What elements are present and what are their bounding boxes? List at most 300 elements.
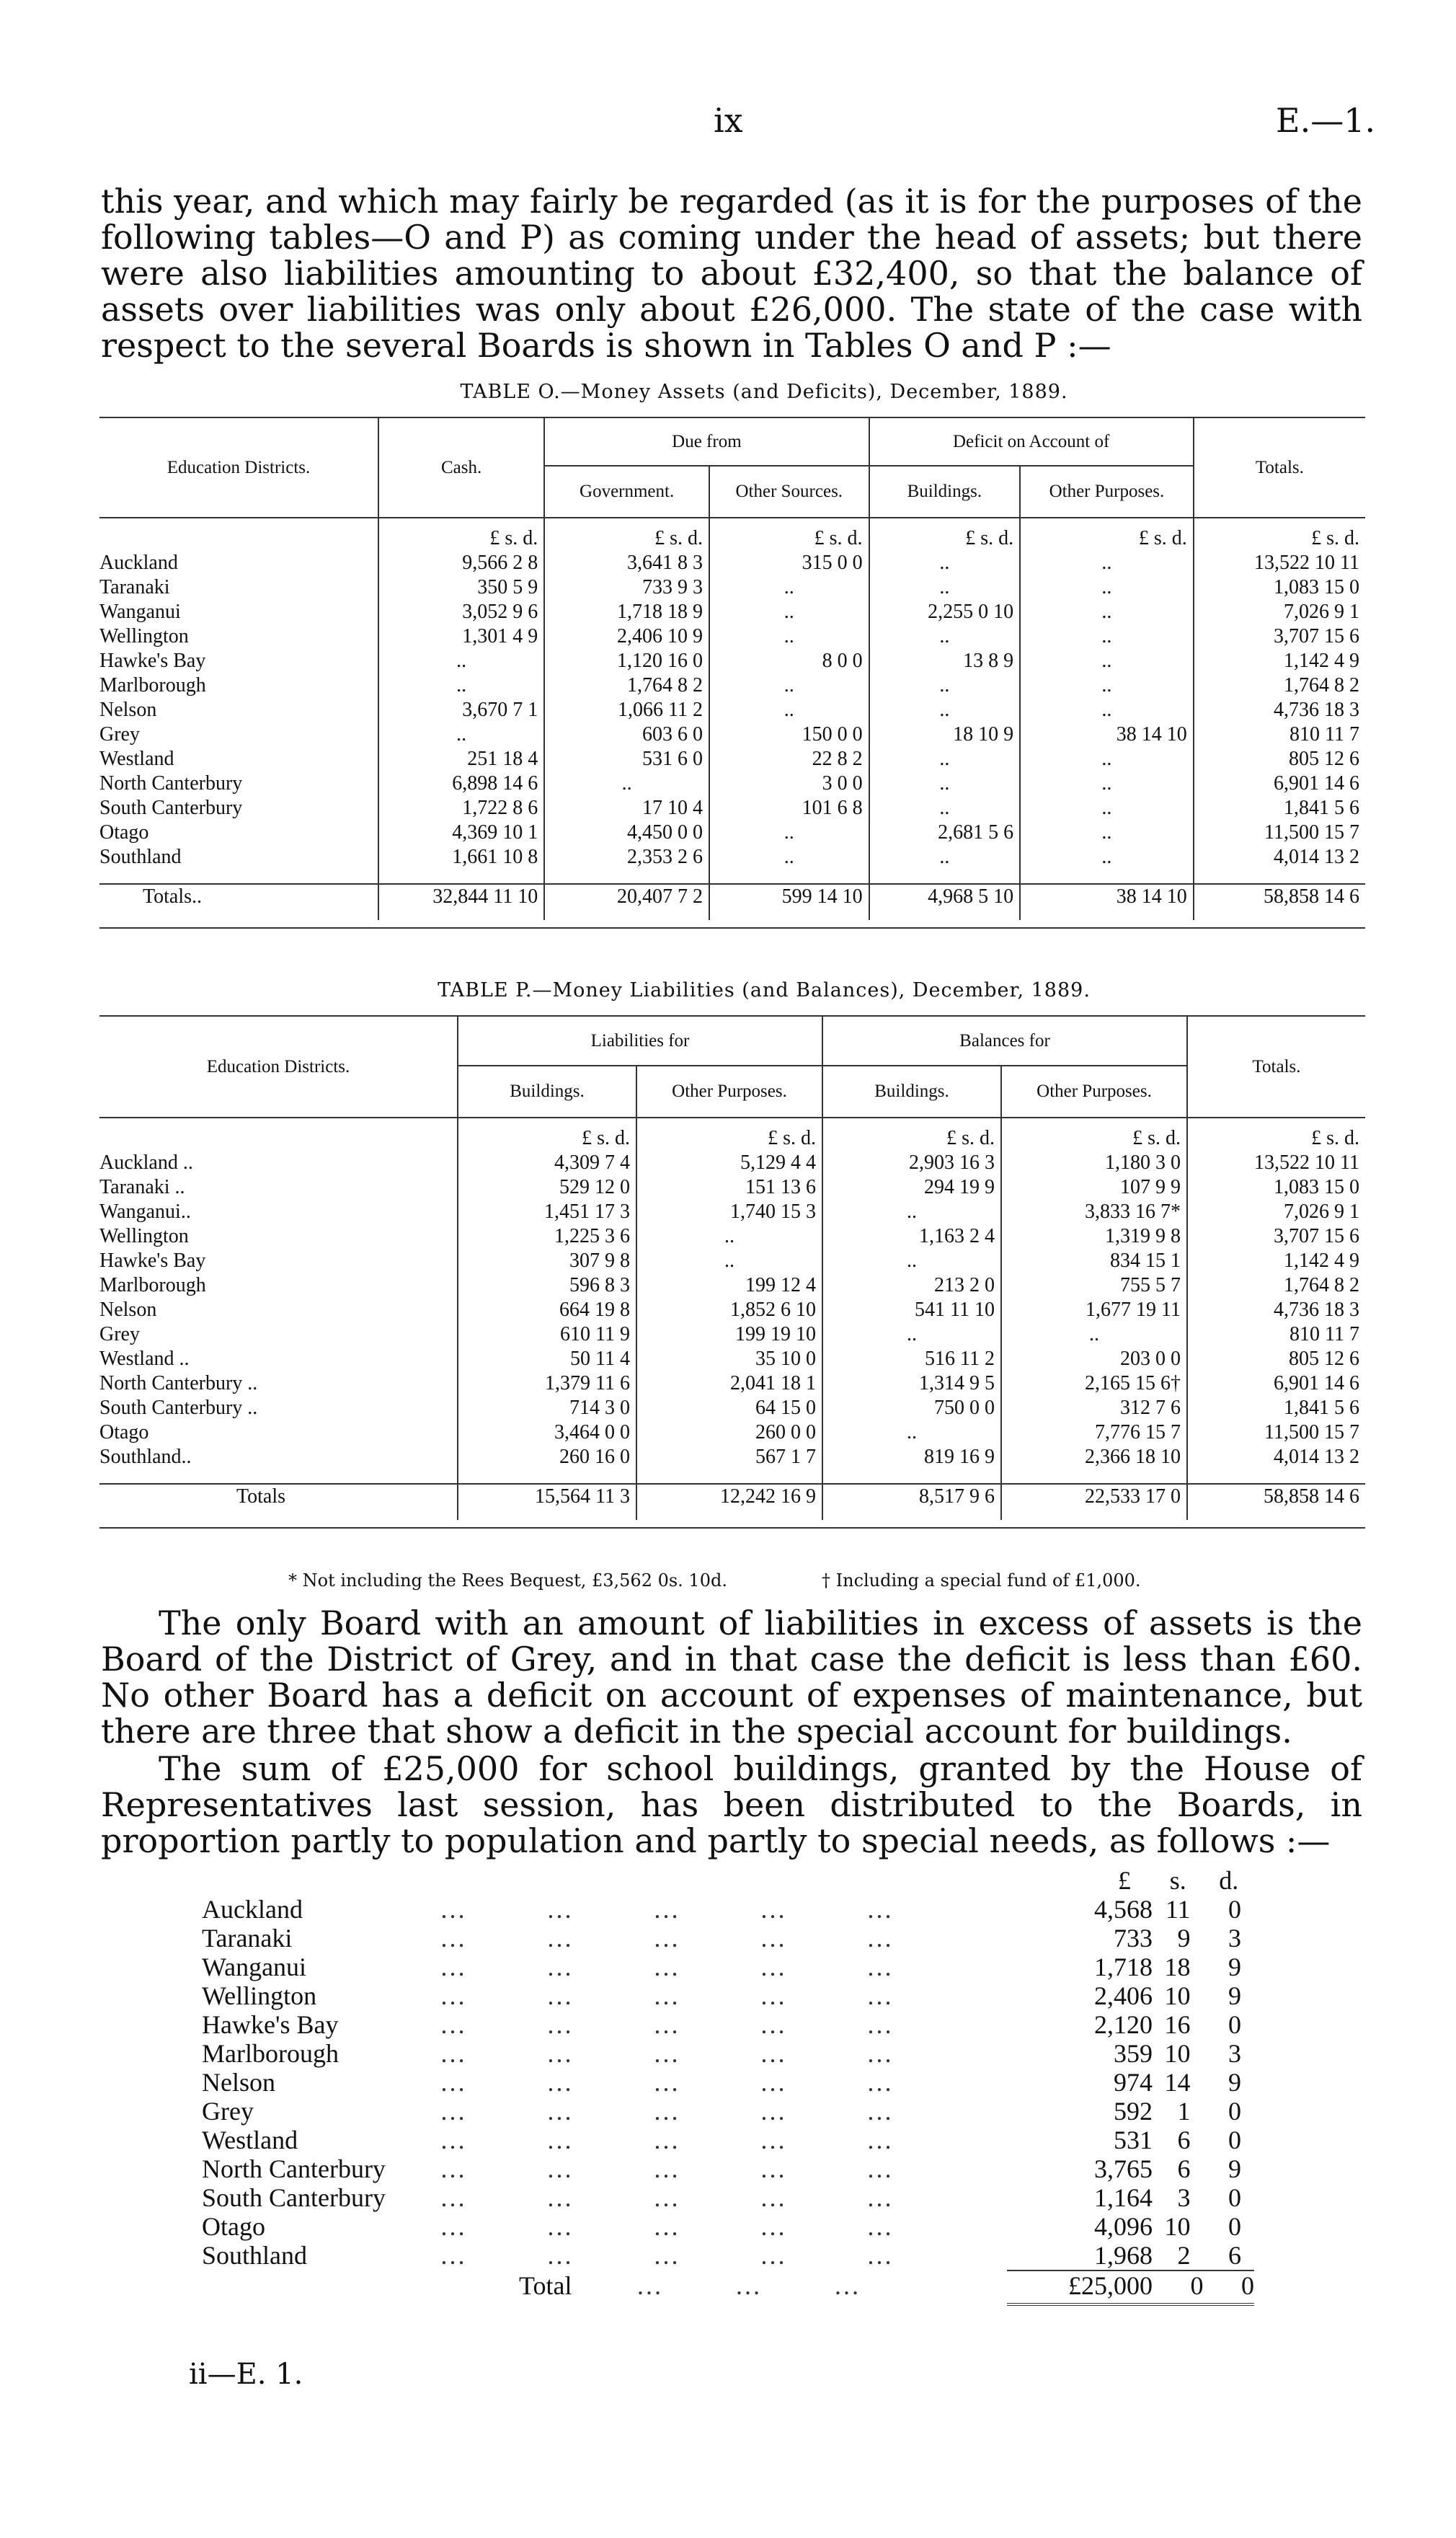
col-header-due-from: Due from bbox=[544, 418, 869, 466]
units-label: £ s. d. bbox=[636, 1118, 822, 1151]
district-name: Otago bbox=[99, 821, 378, 845]
distribution-pounds: 2,120 bbox=[1094, 2010, 1153, 2039]
board-name: Wellington bbox=[202, 1981, 317, 2010]
units-label: £ s. d. bbox=[1311, 527, 1359, 549]
distribution-shillings: 10 bbox=[1164, 1981, 1191, 2010]
table-row bbox=[99, 1273, 1365, 1298]
total-value: 4,014 13 2 bbox=[1274, 846, 1359, 868]
leader-dots: … … … … … bbox=[440, 2010, 894, 2039]
leader-dots: … … … … … bbox=[440, 1895, 894, 1924]
total-cash: 32,844 11 10 bbox=[378, 884, 544, 920]
other-purposes-value: .. bbox=[1020, 551, 1194, 575]
liab-buildings-value: 714 3 0 bbox=[458, 1396, 636, 1420]
total-value: 7,026 9 1 bbox=[1284, 1201, 1359, 1223]
total-value: 13,522 10 11 bbox=[1254, 552, 1359, 574]
table-row bbox=[99, 821, 1365, 845]
distribution-name-cell bbox=[202, 1895, 985, 1924]
footnote-1: * Not including the Rees Bequest, £3,562 0s. 10d. bbox=[288, 1570, 727, 1591]
distribution-shillings: 10 bbox=[1164, 2039, 1191, 2068]
list-item bbox=[202, 1953, 1254, 1981]
distribution-shillings: 18 bbox=[1164, 1953, 1191, 1981]
cash-value: 1,722 8 6 bbox=[378, 796, 544, 821]
footer-signature: ii—E. 1. bbox=[189, 2358, 303, 2391]
col-header-balances: Balances for bbox=[822, 1017, 1187, 1066]
district-name: Taranaki bbox=[99, 575, 378, 600]
distribution-total-pence: 0 bbox=[1241, 2271, 1254, 2300]
leader-dots: … … … … … bbox=[440, 2154, 894, 2183]
buildings-value: .. bbox=[869, 698, 1021, 722]
other-sources-value: .. bbox=[709, 845, 869, 870]
liab-other-value: 5,129 4 4 bbox=[636, 1151, 822, 1175]
total-bal-other: 22,533 17 0 bbox=[1001, 1484, 1187, 1520]
total-value: 805 12 6 bbox=[1289, 1348, 1359, 1370]
buildings-value: .. bbox=[869, 747, 1021, 771]
table-o-totals-row bbox=[99, 884, 1365, 920]
other-purposes-value: .. bbox=[1020, 771, 1194, 796]
paragraph-3 bbox=[101, 1751, 1362, 1859]
units-label: £ s. d. bbox=[378, 518, 544, 551]
document-code: E.—1. bbox=[1276, 101, 1376, 140]
district-name: Southland.. bbox=[99, 1445, 458, 1469]
other-sources-value: 101 6 8 bbox=[709, 796, 869, 821]
distribution-pounds: 733 bbox=[1114, 1924, 1153, 1953]
intro-paragraph bbox=[101, 183, 1362, 363]
col-header-district: Education Districts. bbox=[99, 418, 378, 518]
other-purposes-value: .. bbox=[1020, 649, 1194, 673]
table-row bbox=[99, 796, 1365, 821]
leader-dots: … … … … … bbox=[440, 2126, 894, 2154]
liab-other-value: 1,740 15 3 bbox=[636, 1200, 822, 1224]
table-row bbox=[99, 845, 1365, 870]
units-label: £ s. d. bbox=[869, 518, 1021, 551]
bal-buildings-value: 1,314 9 5 bbox=[822, 1371, 1001, 1396]
district-name: Wanganui.. bbox=[99, 1200, 458, 1224]
government-value: 531 6 0 bbox=[544, 747, 709, 771]
bal-buildings-value: 294 19 9 bbox=[822, 1175, 1001, 1200]
distribution-pence: 9 bbox=[1228, 1953, 1241, 1981]
col-header-liab-buildings: Buildings. bbox=[458, 1066, 636, 1118]
table-row bbox=[99, 1249, 1365, 1273]
total-value: 1,764 8 2 bbox=[1284, 1274, 1359, 1296]
other-sources-value: .. bbox=[709, 575, 869, 600]
footnote-2: † Including a special fund of £1,000. bbox=[822, 1570, 1141, 1591]
board-name: Westland bbox=[202, 2126, 298, 2154]
government-value: 4,450 0 0 bbox=[544, 821, 709, 845]
other-sources-value: 315 0 0 bbox=[709, 551, 869, 575]
distribution-name-cell bbox=[202, 2039, 985, 2068]
distribution-pence: 9 bbox=[1228, 2068, 1241, 2097]
cash-value: 3,670 7 1 bbox=[378, 698, 544, 722]
bal-buildings-value: 750 0 0 bbox=[822, 1396, 1001, 1420]
table-row bbox=[99, 1298, 1365, 1322]
paragraph-2-text: The only Board with an amount of liabilities in excess of assets is the Board of the District of Grey, and in that case the deficit is less than £60. No other Board has a deficit on account of expenses of maintenance, but there are three that show a deficit in the special account for buildings. bbox=[101, 1604, 1362, 1751]
government-value: 2,406 10 9 bbox=[544, 624, 709, 649]
distribution-name-cell bbox=[202, 2154, 985, 2183]
bal-buildings-value: .. bbox=[822, 1249, 1001, 1273]
other-sources-value: .. bbox=[709, 673, 869, 698]
distribution-name-cell bbox=[202, 2183, 985, 2212]
units-label: £ s. d. bbox=[1020, 518, 1194, 551]
bal-other-value: 203 0 0 bbox=[1001, 1347, 1187, 1371]
bal-buildings-value: .. bbox=[822, 1322, 1001, 1347]
cash-value: .. bbox=[378, 649, 544, 673]
bal-buildings-value: 516 11 2 bbox=[822, 1347, 1001, 1371]
government-value: 603 6 0 bbox=[544, 722, 709, 747]
leader-dots: … … … bbox=[636, 2271, 861, 2300]
buildings-value: .. bbox=[869, 575, 1021, 600]
distribution-pence: 9 bbox=[1228, 1981, 1241, 2010]
leader-dots: … … … … … bbox=[440, 2039, 894, 2068]
other-sources-value: .. bbox=[709, 624, 869, 649]
liab-buildings-value: 50 11 4 bbox=[458, 1347, 636, 1371]
unit-pounds: £ bbox=[1118, 1866, 1132, 1895]
total-value: 1,083 15 0 bbox=[1274, 1176, 1359, 1198]
other-sources-value: 22 8 2 bbox=[709, 747, 869, 771]
total-grand: 58,858 14 6 bbox=[1264, 885, 1359, 908]
district-name: South Canterbury .. bbox=[99, 1396, 458, 1420]
distribution-pence: 0 bbox=[1228, 2126, 1241, 2154]
government-value: 1,718 18 9 bbox=[544, 600, 709, 624]
district-name: Hawke's Bay bbox=[99, 1249, 458, 1273]
table-row bbox=[99, 1445, 1365, 1469]
table-row bbox=[99, 1151, 1365, 1175]
board-name: South Canterbury bbox=[202, 2183, 386, 2212]
cash-value: 3,052 9 6 bbox=[378, 600, 544, 624]
district-name: Wanganui bbox=[99, 600, 378, 624]
district-name: Otago bbox=[99, 1420, 458, 1445]
table-o-bottom-rule bbox=[99, 927, 1365, 929]
col-header-bal-other: Other Purposes. bbox=[1001, 1066, 1187, 1118]
distribution-pounds: 4,096 bbox=[1094, 2212, 1153, 2241]
total-buildings: 4,968 5 10 bbox=[869, 884, 1021, 920]
table-row bbox=[99, 747, 1365, 771]
buildings-value: .. bbox=[869, 673, 1021, 698]
bal-buildings-value: 541 11 10 bbox=[822, 1298, 1001, 1322]
other-purposes-value: .. bbox=[1020, 698, 1194, 722]
district-name: Auckland bbox=[99, 551, 378, 575]
other-purposes-value: .. bbox=[1020, 600, 1194, 624]
paragraph-3-text: The sum of £25,000 for school buildings, granted by the House of Representatives last session, has been distributed to the Boards, in proportion partly to population and partly to special needs, as follows :— bbox=[101, 1749, 1362, 1860]
total-value: 11,500 15 7 bbox=[1264, 1421, 1359, 1443]
total-value: 3,707 15 6 bbox=[1274, 625, 1359, 647]
distribution-pence: 3 bbox=[1228, 2039, 1241, 2068]
district-name: Wellington bbox=[99, 624, 378, 649]
distribution-pence: 9 bbox=[1228, 2154, 1241, 2183]
table-row bbox=[99, 600, 1365, 624]
liab-other-value: 260 0 0 bbox=[636, 1420, 822, 1445]
total-value: 1,142 4 9 bbox=[1284, 650, 1359, 672]
other-purposes-value: .. bbox=[1020, 747, 1194, 771]
government-value: 17 10 4 bbox=[544, 796, 709, 821]
col-header-deficit: Deficit on Account of bbox=[869, 418, 1194, 466]
distribution-pence: 0 bbox=[1228, 2183, 1241, 2212]
distribution-total-row bbox=[202, 2271, 1254, 2300]
liab-buildings-value: 1,379 11 6 bbox=[458, 1371, 636, 1396]
list-item bbox=[202, 2068, 1254, 2097]
liab-other-value: 1,852 6 10 bbox=[636, 1298, 822, 1322]
distribution-pounds: 3,765 bbox=[1094, 2154, 1153, 2183]
table-row bbox=[99, 551, 1365, 575]
bal-other-value: 312 7 6 bbox=[1001, 1396, 1187, 1420]
total-value: 7,026 9 1 bbox=[1284, 601, 1359, 623]
bal-buildings-value: 819 16 9 bbox=[822, 1445, 1001, 1469]
board-name: North Canterbury bbox=[202, 2154, 386, 2183]
page-number: ix bbox=[714, 101, 743, 140]
liab-other-value: 567 1 7 bbox=[636, 1445, 822, 1469]
government-value: 1,764 8 2 bbox=[544, 673, 709, 698]
table-o-caption: TABLE O.—Money Assets (and Deficits), December, 1889. bbox=[460, 381, 1068, 403]
distribution-total-pounds: £25,000 bbox=[1068, 2271, 1153, 2300]
distribution-pounds: 1,164 bbox=[1094, 2183, 1153, 2212]
distribution-name-cell bbox=[202, 2068, 985, 2097]
units-label: £ s. d. bbox=[458, 1118, 636, 1151]
bal-other-value: 834 15 1 bbox=[1001, 1249, 1187, 1273]
district-name: Westland bbox=[99, 747, 378, 771]
distribution-name-cell bbox=[202, 1953, 985, 1981]
total-value: 810 11 7 bbox=[1289, 723, 1359, 746]
district-name: South Canterbury bbox=[99, 796, 378, 821]
cash-value: 9,566 2 8 bbox=[378, 551, 544, 575]
table-row bbox=[99, 1175, 1365, 1200]
col-header-government: Government. bbox=[544, 466, 709, 518]
bal-other-value: .. bbox=[1001, 1322, 1187, 1347]
bal-buildings-value: .. bbox=[822, 1200, 1001, 1224]
table-row bbox=[99, 1224, 1365, 1249]
government-value: .. bbox=[544, 771, 709, 796]
list-item bbox=[202, 2097, 1254, 2126]
table-row bbox=[99, 771, 1365, 796]
district-name: Nelson bbox=[99, 1298, 458, 1322]
units-label: £ s. d. bbox=[544, 518, 709, 551]
col-header-district: Education Districts. bbox=[99, 1017, 458, 1118]
total-value: 1,841 5 6 bbox=[1284, 1397, 1359, 1419]
table-row bbox=[99, 1322, 1365, 1347]
distribution-shillings: 3 bbox=[1177, 2183, 1191, 2212]
other-purposes-value: 38 14 10 bbox=[1020, 722, 1194, 747]
liab-other-value: .. bbox=[636, 1224, 822, 1249]
liab-buildings-value: 307 9 8 bbox=[458, 1249, 636, 1273]
leader-dots: … … … … … bbox=[440, 2212, 894, 2241]
totals-label: Totals.. bbox=[99, 884, 378, 920]
bal-other-value: 107 9 9 bbox=[1001, 1175, 1187, 1200]
other-sources-value: .. bbox=[709, 698, 869, 722]
total-value: 4,736 18 3 bbox=[1274, 1299, 1359, 1321]
buildings-value: 18 10 9 bbox=[869, 722, 1021, 747]
other-purposes-value: .. bbox=[1020, 845, 1194, 870]
other-sources-value: 8 0 0 bbox=[709, 649, 869, 673]
district-name: Wellington bbox=[99, 1224, 458, 1249]
cash-value: 1,301 4 9 bbox=[378, 624, 544, 649]
board-name: Otago bbox=[202, 2212, 265, 2241]
table-row bbox=[99, 722, 1365, 747]
liab-buildings-value: 1,451 17 3 bbox=[458, 1200, 636, 1224]
distribution-name-cell bbox=[202, 2010, 985, 2039]
buildings-value: 2,681 5 6 bbox=[869, 821, 1021, 845]
total-value: 3,707 15 6 bbox=[1274, 1225, 1359, 1247]
list-item bbox=[202, 1895, 1254, 1924]
distribution-total-label: Total bbox=[519, 2271, 572, 2300]
leader-dots: … … … … … bbox=[440, 2068, 894, 2097]
distribution-name-cell bbox=[202, 2097, 985, 2126]
distribution-pence: 0 bbox=[1228, 2097, 1241, 2126]
bal-other-value: 1,180 3 0 bbox=[1001, 1151, 1187, 1175]
district-name: Grey bbox=[99, 722, 378, 747]
cash-value: .. bbox=[378, 722, 544, 747]
units-label: £ s. d. bbox=[1311, 1127, 1359, 1149]
distribution-name-cell bbox=[202, 2126, 985, 2154]
cash-value: 6,898 14 6 bbox=[378, 771, 544, 796]
liab-other-value: .. bbox=[636, 1249, 822, 1273]
distribution-shillings: 6 bbox=[1177, 2154, 1191, 2183]
other-purposes-value: .. bbox=[1020, 673, 1194, 698]
board-name: Southland bbox=[202, 2241, 308, 2270]
list-item bbox=[202, 2212, 1254, 2241]
district-name: North Canterbury bbox=[99, 771, 378, 796]
total-value: 810 11 7 bbox=[1289, 1323, 1359, 1345]
district-name: Marlborough bbox=[99, 1273, 458, 1298]
distribution-pounds: 1,718 bbox=[1094, 1953, 1153, 1981]
total-liab-buildings: 15,564 11 3 bbox=[458, 1484, 636, 1520]
liab-buildings-value: 3,464 0 0 bbox=[458, 1420, 636, 1445]
distribution-shillings: 6 bbox=[1177, 2126, 1191, 2154]
bal-buildings-value: 2,903 16 3 bbox=[822, 1151, 1001, 1175]
bal-buildings-value: .. bbox=[822, 1420, 1001, 1445]
government-value: 2,353 2 6 bbox=[544, 845, 709, 870]
buildings-value: .. bbox=[869, 771, 1021, 796]
cash-value: 4,369 10 1 bbox=[378, 821, 544, 845]
bal-other-value: 7,776 15 7 bbox=[1001, 1420, 1187, 1445]
buildings-value: .. bbox=[869, 551, 1021, 575]
distribution-pounds: 1,968 bbox=[1094, 2241, 1153, 2270]
bal-other-value: 2,165 15 6† bbox=[1001, 1371, 1187, 1396]
distribution-shillings: 11 bbox=[1165, 1895, 1191, 1924]
government-value: 733 9 3 bbox=[544, 575, 709, 600]
other-sources-value: 150 0 0 bbox=[709, 722, 869, 747]
liab-other-value: 2,041 18 1 bbox=[636, 1371, 822, 1396]
other-purposes-value: .. bbox=[1020, 796, 1194, 821]
distribution-pence: 0 bbox=[1228, 1895, 1241, 1924]
distribution-name-cell bbox=[202, 1924, 985, 1953]
government-value: 3,641 8 3 bbox=[544, 551, 709, 575]
distribution-name-cell bbox=[202, 2212, 985, 2241]
liab-buildings-value: 529 12 0 bbox=[458, 1175, 636, 1200]
total-value: 1,764 8 2 bbox=[1284, 674, 1359, 697]
intro-text: this year, and which may fairly be regarded (as it is for the purposes of the following tables—O and P) as coming under the head of assets; but there were also liabilities amounting to about £32,400, so that the balance of assets over liabilities was only about £26,000. The state of the case with respect to the several Boards is shown in Tables O and P :— bbox=[101, 182, 1362, 365]
bal-other-value: 1,319 9 8 bbox=[1001, 1224, 1187, 1249]
distribution-pounds: 531 bbox=[1114, 2126, 1153, 2154]
bal-other-value: 755 5 7 bbox=[1001, 1273, 1187, 1298]
col-header-bal-buildings: Buildings. bbox=[822, 1066, 1001, 1118]
district-name: Marlborough bbox=[99, 673, 378, 698]
list-item bbox=[202, 1981, 1254, 2010]
distribution-shillings: 10 bbox=[1164, 2212, 1191, 2241]
table-row bbox=[99, 1200, 1365, 1224]
board-name: Nelson bbox=[202, 2068, 275, 2097]
bal-buildings-value: 213 2 0 bbox=[822, 1273, 1001, 1298]
board-name: Wanganui bbox=[202, 1953, 307, 1981]
unit-pence: d. bbox=[1219, 1866, 1239, 1895]
total-rule-bottom bbox=[1007, 2303, 1254, 2306]
table-o bbox=[99, 417, 1365, 929]
distribution-pounds: 974 bbox=[1114, 2068, 1153, 2097]
distribution-shillings: 16 bbox=[1164, 2010, 1191, 2039]
table-row bbox=[99, 1420, 1365, 1445]
other-purposes-value: .. bbox=[1020, 575, 1194, 600]
distribution-pence: 3 bbox=[1228, 1924, 1241, 1953]
table-row bbox=[99, 624, 1365, 649]
table-row bbox=[99, 1347, 1365, 1371]
table-row bbox=[99, 1396, 1365, 1420]
total-other-sources: 599 14 10 bbox=[709, 884, 869, 920]
unit-shillings: s. bbox=[1169, 1866, 1186, 1895]
total-grand: 58,858 14 6 bbox=[1264, 1485, 1359, 1508]
leader-dots: … … … … … bbox=[440, 2241, 894, 2270]
liab-buildings-value: 596 8 3 bbox=[458, 1273, 636, 1298]
table-row bbox=[99, 649, 1365, 673]
board-name: Taranaki bbox=[202, 1924, 293, 1953]
bal-other-value: 3,833 16 7* bbox=[1001, 1200, 1187, 1224]
table-p-bottom-rule bbox=[99, 1527, 1365, 1529]
total-value: 1,142 4 9 bbox=[1284, 1250, 1359, 1272]
total-value: 11,500 15 7 bbox=[1264, 821, 1359, 844]
other-sources-value: 3 0 0 bbox=[709, 771, 869, 796]
total-government: 20,407 7 2 bbox=[544, 884, 709, 920]
liab-other-value: 199 12 4 bbox=[636, 1273, 822, 1298]
total-other-purposes: 38 14 10 bbox=[1020, 884, 1194, 920]
distribution-shillings: 1 bbox=[1177, 2097, 1191, 2126]
liab-other-value: 35 10 0 bbox=[636, 1347, 822, 1371]
list-item bbox=[202, 2126, 1254, 2154]
leader-dots: … … … … … bbox=[440, 1953, 894, 1981]
list-item bbox=[202, 2039, 1254, 2068]
liab-buildings-value: 664 19 8 bbox=[458, 1298, 636, 1322]
distribution-pounds: 592 bbox=[1114, 2097, 1153, 2126]
cash-value: 350 5 9 bbox=[378, 575, 544, 600]
list-item bbox=[202, 2241, 1254, 2270]
leader-dots: … … … … … bbox=[440, 1981, 894, 2010]
col-header-other-purposes: Other Purposes. bbox=[1020, 466, 1194, 518]
liab-other-value: 64 15 0 bbox=[636, 1396, 822, 1420]
distribution-shillings: 9 bbox=[1177, 1924, 1191, 1953]
table-row bbox=[99, 673, 1365, 698]
distribution-pounds: 4,568 bbox=[1094, 1895, 1153, 1924]
distribution-pence: 0 bbox=[1228, 2010, 1241, 2039]
cash-value: 251 18 4 bbox=[378, 747, 544, 771]
distribution-pounds: 2,406 bbox=[1094, 1981, 1153, 2010]
liab-buildings-value: 4,309 7 4 bbox=[458, 1151, 636, 1175]
table-p-caption: TABLE P.—Money Liabilities (and Balances), December, 1889. bbox=[438, 979, 1091, 1002]
total-value: 4,014 13 2 bbox=[1274, 1446, 1359, 1468]
government-value: 1,120 16 0 bbox=[544, 649, 709, 673]
board-name: Hawke's Bay bbox=[202, 2010, 339, 2039]
other-purposes-value: .. bbox=[1020, 624, 1194, 649]
liab-buildings-value: 610 11 9 bbox=[458, 1322, 636, 1347]
buildings-value: .. bbox=[869, 845, 1021, 870]
col-header-buildings: Buildings. bbox=[869, 466, 1021, 518]
board-name: Grey bbox=[202, 2097, 254, 2126]
bal-other-value: 1,677 19 11 bbox=[1001, 1298, 1187, 1322]
government-value: 1,066 11 2 bbox=[544, 698, 709, 722]
distribution-pounds: 359 bbox=[1114, 2039, 1153, 2068]
buildings-value: .. bbox=[869, 624, 1021, 649]
liab-other-value: 151 13 6 bbox=[636, 1175, 822, 1200]
distribution-pence: 0 bbox=[1228, 2212, 1241, 2241]
list-item bbox=[202, 2183, 1254, 2212]
list-item bbox=[202, 2010, 1254, 2039]
col-header-other-sources: Other Sources. bbox=[709, 466, 869, 518]
total-value: 1,841 5 6 bbox=[1284, 797, 1359, 819]
units-label: £ s. d. bbox=[822, 1118, 1001, 1151]
